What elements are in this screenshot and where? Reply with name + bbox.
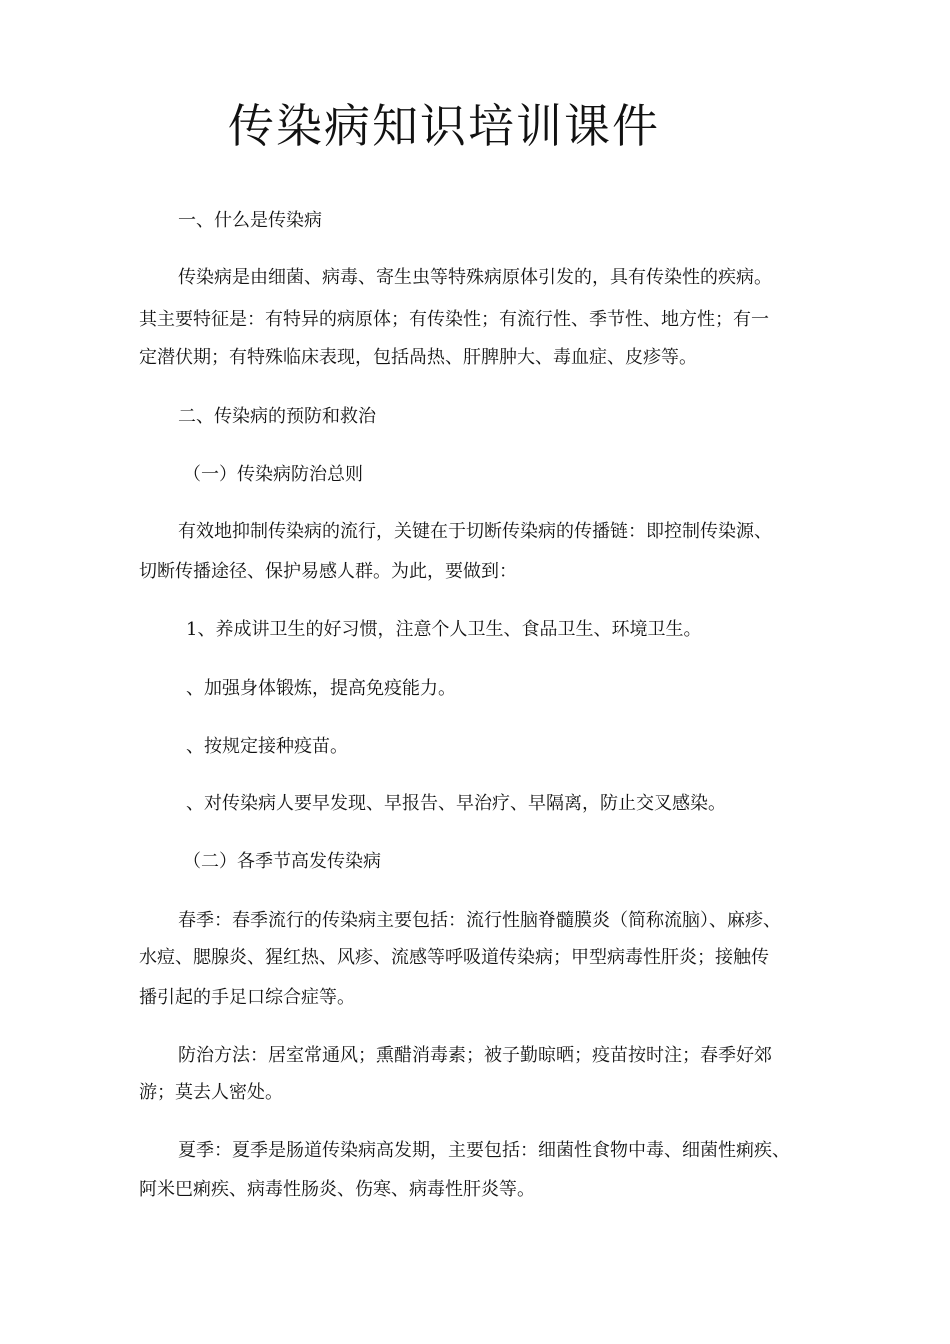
paragraph-line: 切断传播途径、保护易感人群。为此，要做到： <box>139 561 517 582</box>
paragraph-line: 游；莫去人密处。 <box>139 1082 283 1103</box>
paragraph-line: 阿米巴痢疾、病毒性肠炎、伤寒、病毒性肝炎等。 <box>139 1179 535 1200</box>
subsection-heading-principles: （一）传染病防治总则 <box>183 464 363 485</box>
section-heading-what-is: 一、什么是传染病 <box>178 210 322 231</box>
list-item: 、加强身体锻炼，提高免疫能力。 <box>186 678 456 699</box>
paragraph-line: 夏季：夏季是肠道传染病高发期，主要包括：细菌性食物中毒、细菌性痢疾、 <box>178 1140 790 1161</box>
paragraph-line: 春季：春季流行的传染病主要包括：流行性脑脊髓膜炎（简称流脑）、麻疹、 <box>178 910 781 931</box>
paragraph-line: 有效地抑制传染病的流行，关键在于切断传染病的传播链：即控制传染源、 <box>178 521 772 542</box>
subsection-heading-seasonal: （二）各季节高发传染病 <box>183 851 381 872</box>
paragraph-line: 其主要特征是：有特异的病原体；有传染性；有流行性、季节性、地方性；有一 <box>139 309 769 330</box>
section-heading-prevention: 二、传染病的预防和救治 <box>178 406 376 427</box>
paragraph-line: 播引起的手足口综合症等。 <box>139 987 355 1008</box>
paragraph-line: 定潜伏期；有特殊临床表现，包括咼热、肝脾肿大、毒血症、皮疹等。 <box>139 347 697 368</box>
list-item: 1、养成讲卫生的好习惯，注意个人卫生、食品卫生、环境卫生。 <box>186 619 702 640</box>
paragraph-line: 水痘、腮腺炎、猩红热、风疹、流感等呼吸道传染病；甲型病毒性肝炎；接触传 <box>139 947 769 968</box>
list-item: 、按规定接种疫苗。 <box>186 736 348 757</box>
paragraph-line: 防治方法：居室常通风；熏醋消毒素；被子勤晾晒；疫苗按时注；春季好郊 <box>178 1045 772 1066</box>
paragraph-line: 传染病是由细菌、病毒、寄生虫等特殊病原体引发的，具有传染性的疾病。 <box>178 267 772 288</box>
document-title: 传染病知识培训课件 <box>228 99 660 153</box>
list-item: 、对传染病人要早发现、早报告、早治疗、早隔离，防止交叉感染。 <box>186 793 726 814</box>
